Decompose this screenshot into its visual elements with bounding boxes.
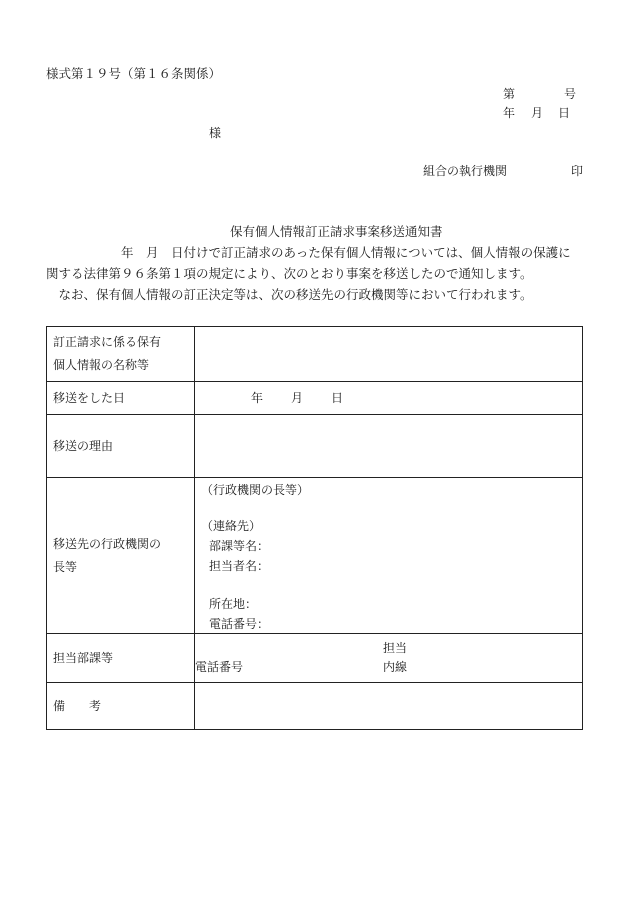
table-row xyxy=(47,634,583,683)
row1-label-line1: 訂正請求に係る保有 xyxy=(53,335,162,349)
sender: 組合の執行機関 xyxy=(423,164,508,178)
row4-person: 担当者名： xyxy=(209,559,270,573)
row4-head: （行政機関の長等） xyxy=(201,483,310,497)
row5-value[interactable] xyxy=(195,634,583,683)
date-year: 年 xyxy=(503,106,516,120)
row4-value[interactable] xyxy=(195,478,583,634)
row2-year: 年 xyxy=(251,391,264,405)
date-day: 日 xyxy=(558,106,571,120)
row4-dept: 部課等名： xyxy=(209,539,270,553)
row5-tantou: 担当 xyxy=(383,641,408,655)
row3-value[interactable] xyxy=(195,415,583,478)
row3-label: 移送の理由 xyxy=(47,415,195,478)
table-row xyxy=(47,478,583,634)
row2-label: 移送をした日 xyxy=(47,382,195,415)
row4-phone: 電話番号： xyxy=(209,617,270,631)
row4-contact: （連絡先） xyxy=(201,519,262,533)
seal-mark: 印 xyxy=(571,164,584,178)
row1-value[interactable] xyxy=(195,327,583,382)
table-row xyxy=(47,683,583,730)
table-row xyxy=(47,415,583,478)
row1-label xyxy=(47,327,195,382)
row4-label-line2: 長等 xyxy=(53,559,78,574)
row2-value[interactable] xyxy=(195,382,583,415)
table-row xyxy=(47,327,583,382)
row6-label: 備 考 xyxy=(47,683,195,730)
transfer-table xyxy=(46,326,583,730)
body-text xyxy=(46,242,586,305)
table-row xyxy=(47,382,583,415)
row2-month: 月 xyxy=(291,391,304,405)
addressee-suffix: 様 xyxy=(209,126,222,140)
para2: なお、保有個人情報の訂正決定等は、次の移送先の行政機関等において行われます。 xyxy=(58,287,533,302)
row4-address: 所在地： xyxy=(209,597,258,611)
row2-day: 日 xyxy=(331,391,344,405)
doc-no-suffix: 号 xyxy=(564,87,577,101)
row4-label xyxy=(47,478,195,634)
row6-value[interactable] xyxy=(195,683,583,730)
row5-phone: 電話番号 xyxy=(195,660,244,674)
para1-line1: 年 月 日付けで訂正請求のあった保有個人情報については、個人情報の保護に xyxy=(121,245,571,260)
date-month: 月 xyxy=(531,106,544,120)
row5-ext: 内線 xyxy=(383,660,408,674)
row1-label-line2: 個人情報の名称等 xyxy=(53,358,150,372)
row4-label-line1: 移送先の行政機関の xyxy=(53,536,162,551)
document-title: 保有個人情報訂正請求事案移送通知書 xyxy=(230,224,443,239)
form-number: 様式第１９号（第１６条関係） xyxy=(46,66,222,81)
doc-no-prefix: 第 xyxy=(503,87,516,101)
para1-line2: 関する法律第９６条第１項の規定により、次のとおり事案を移送したので通知します。 xyxy=(46,266,533,281)
row5-label: 担当部課等 xyxy=(47,634,195,683)
